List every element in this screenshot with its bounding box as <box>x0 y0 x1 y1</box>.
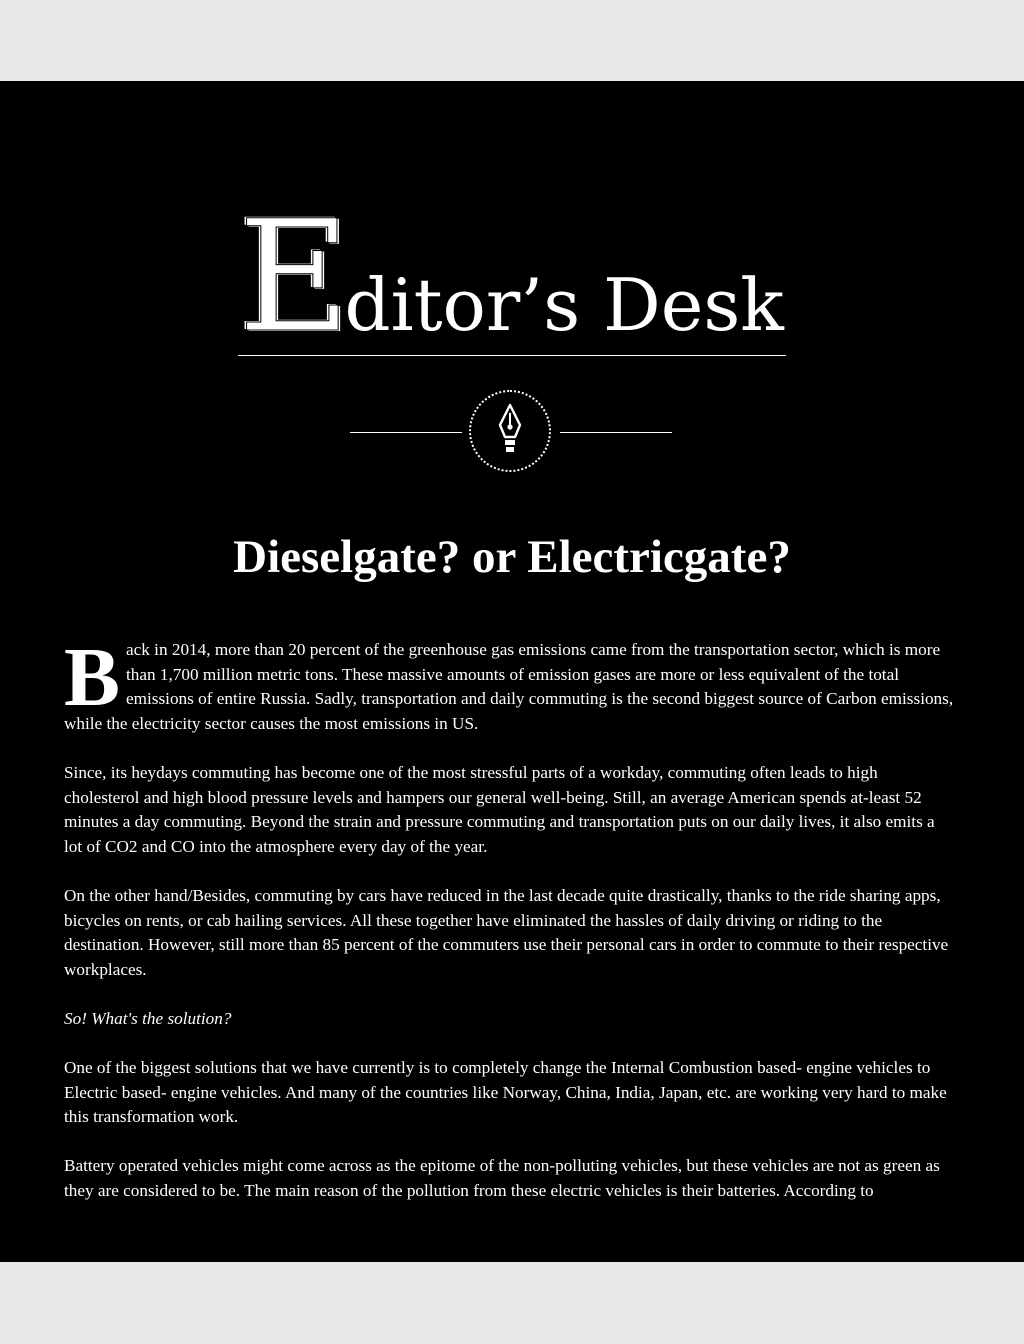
divider-line-right <box>560 432 672 433</box>
masthead-title-rest: ditor’s Desk <box>344 263 784 347</box>
masthead-title <box>238 188 786 367</box>
divider-line-left <box>350 432 462 433</box>
article-body <box>64 631 956 1228</box>
dotted-circle-badge <box>469 390 551 472</box>
paragraph-ride-sharing: On the other hand/Besides, commuting by cars have reduced in the last decade quite drastically, thanks to the ride sharing apps, bicycles on rents, or cab hailing services. All these together have eliminated the hassles of daily driving or riding to the destination. However, still more than 85 percent of the commuters use their personal cars in order to commute to their respective workplaces. <box>64 885 949 979</box>
paragraph-intro <box>64 631 956 736</box>
drop-cap: B <box>64 631 121 724</box>
masthead-initial: E <box>238 188 345 367</box>
paragraph-battery: Battery operated vehicles might come across as the epitome of the non-polluting vehicles, but these vehicles are not as green as they are considered to be. The main reason of the pollution from these electric vehicles is their batteries. According to <box>64 1156 940 1201</box>
fountain-pen-nib-icon <box>495 403 525 459</box>
masthead <box>0 188 1024 367</box>
pen-ornament-divider <box>0 388 1024 474</box>
subheading-solution: So! What's the solution? <box>64 1008 232 1028</box>
paragraph-electric-switch: One of the biggest solutions that we have currently is to completely change the Internal Combustion based- engine vehicles to Electric based- engine vehicles. And many of the countries like Norway, China, India, Japan, etc. are working very hard to make this transformation work. <box>64 1058 947 1127</box>
article-headline: Dieselgate? or Electricgate? <box>233 531 791 583</box>
paragraph-intro-text: ack in 2014, more than 20 percent of the greenhouse gas emissions came from the transportation sector, which is more than 1,700 million metric tons. These massive amounts of emission gases are more or less equivalent of the total emissions of entire Russia. Sadly, transportation and daily commuting is the second biggest source of Carbon emissions, while the electricity sector causes the most emissions in US. <box>64 640 954 733</box>
paragraph-commuting-stress: Since, its heydays commuting has become one of the most stressful parts of a workday, commuting often leads to high cholesterol and high blood pressure levels and hampers our general well-being. Still, an average American spends at-least 52 minutes a day commuting. Beyond the strain and pressure commuting and transportation puts on our daily lives, it also emits a lot of CO2 and CO into the atmosphere every day of the year. <box>64 762 935 856</box>
page <box>0 81 1024 1262</box>
